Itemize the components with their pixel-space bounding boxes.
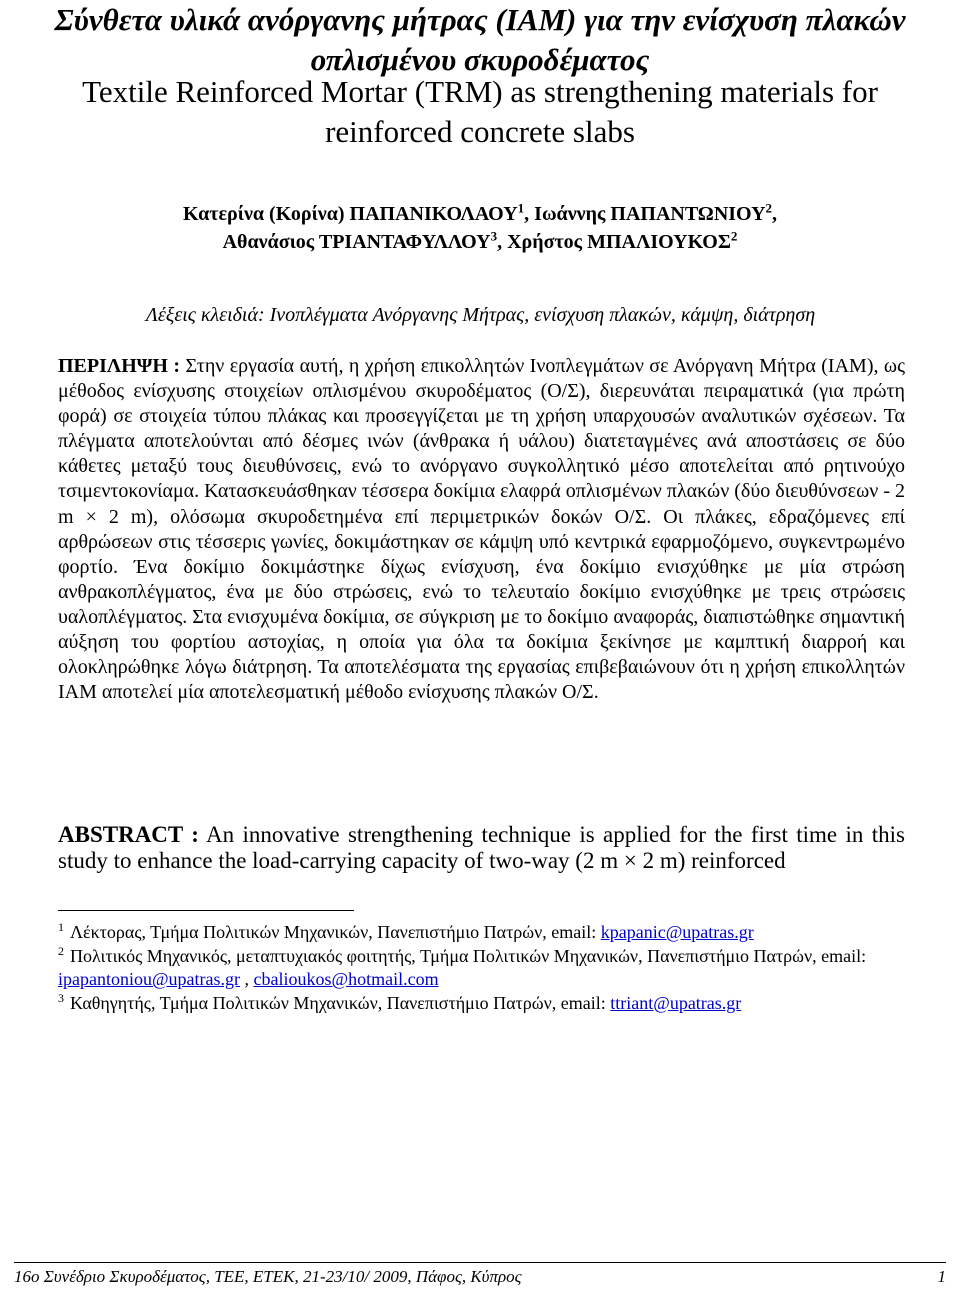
- author-affiliation-mark: 2: [730, 228, 738, 244]
- author-name: Κατερίνα (Κορίνα) ΠΑΠΑΝΙΚΟΛΑΟΥ: [182, 203, 518, 225]
- abstract-greek: [58, 354, 905, 705]
- author-name: Αθανάσιος ΤΡΙΑΝΤΑΦΥΛΛΟΥ: [222, 231, 491, 253]
- footnotes: [58, 921, 905, 1015]
- footnote-text: Λέκτορας, Τμήμα Πολιτικών Μηχανικών, Πανεπιστήμιο Πατρών, email:: [70, 922, 601, 942]
- footnote-number: 2: [58, 943, 64, 958]
- email-link[interactable]: ttriant@upatras.gr: [610, 992, 742, 1013]
- footnote-number: 1: [58, 920, 64, 934]
- title-english: Textile Reinforced Mortar (TRM) as strengthening materials for reinforced concrete slabs: [82, 74, 878, 149]
- author-name: Χρήστος ΜΠΑΛΙΟΥΚΟΣ: [507, 231, 731, 253]
- abstract-english-heading: ABSTRACT :: [58, 822, 199, 847]
- footnote: $^2$ Πολιτικός Μηχανικός, μεταπτυχιακός φοιτητής, Τμήμα Πολιτικών Μηχανικών, Πανεπιστήμιο Πατρών, email: ipapantoniou@upatras.gr , cbalioukos@hotmail.com: [58, 943, 867, 989]
- author-name: Ιωάννης ΠΑΠΑΝΤΩΝΙΟΥ: [534, 203, 766, 225]
- footnote: [58, 921, 905, 945]
- author-separator: ,: [497, 231, 508, 253]
- page-footer: [14, 1262, 946, 1287]
- author-affiliation-mark: 3: [490, 228, 498, 244]
- abstract-greek-text: Στην εργασία αυτή, η χρήση επικολλητών Ινοπλεγμάτων σε Ανόργανη Μήτρα (ΙΑΜ), ως μέθοδος ενίσχυσης στοιχείων οπλισμένου σκυροδέματος (Ο/Σ), διερευνάται πειραματικά (για πρώτη φορά) σε στοιχεία τύπου πλάκας και προσεγγίζεται με τη χρήση υπαρχουσών αναλυτικών σχέσεων. Τα πλέγματα αποτελούνται από δέσμες ινών (άνθρακα ή υάλου) διατεταγμένες ανά αποστάσεις σε δύο κάθετες μεταξύ τους διευθύνσεις, ενώ το ανόργανο συγκολλητικό μέσο αποτελείται από ρητινούχο τσιμεντοκονίαμα. Κατασκευάσθηκαν τέσσερα δοκίμια ελαφρά οπλισμένων πλακών (δύο διευθύνσεων - 2 m × 2 m), ολόσωμα σκυροδετημένα επί περιμετρικών δοκών Ο/Σ. Οι πλάκες, εδραζόμενες επί αρθρώσεων στις τέσσερις γωνίες, δοκιμάστηκαν σε κάμψη υπό κεντρικά εφαρμοζόμενο, συγκεντρωμένο φορτίο. Ένα δοκίμιο δοκιμάστηκε δίχως ενίσχυση, ένα δοκίμιο ενισχύθηκε με μία στρώση ανθρακοπλέγματος, ένα με δύο στρώσεις, ενώ το τελευταίο δοκίμιο ενισχύθηκε με τρεις στρώσεις υαλοπλέγματος. Στα ενισχυμένα δοκίμια, σε σύγκριση με το δοκίμιο αναφοράς, διαπιστώθηκε σημαντική αύξηση του φορτίου αστοχίας, η οποία για όλα τα δοκίμια ξεκίνησε με καμπτική διαρροή και ολοκληρώθηκε λόγω διάτρηση. Τα αποτελέσματα της εργασίας επιβεβαιώνουν ότι η χρήση επικολλητών ΙΑΜ αποτελεί μία αποτελεσματική μέθοδο ενίσχυσης πλακών Ο/Σ.: [58, 355, 906, 704]
- footnote-separator: [58, 910, 354, 911]
- footnote: [58, 992, 905, 1016]
- author-separator: ,: [524, 203, 535, 225]
- email-link[interactable]: ipapantoniou@upatras.gr: [58, 969, 241, 989]
- footnote-text: Καθηγητής, Τμήμα Πολιτικών Μηχανικών, Πανεπιστήμιο Πατρών, email:: [70, 992, 611, 1013]
- footer-conference: 16o Συνέδριο Σκυροδέματος, ΤΕΕ, ΕΤΕΚ, 21-23/10/ 2009, Πάφος, Κύπρος: [14, 1267, 522, 1286]
- abstract-english: [58, 822, 905, 873]
- abstract-english-text: An innovative strengthening technique is applied for the first time in this study to enhance the load-carrying capacity of two-way (2 m × 2 m) reinforced: [58, 822, 906, 873]
- page-number: 1: [937, 1267, 946, 1286]
- footnote-number: 3: [58, 990, 64, 1005]
- author-list: [30, 200, 930, 256]
- footnote-text: Πολιτικός Μηχανικός, μεταπτυχιακός φοιτητής, Τμήμα Πολιτικών Μηχανικών, Πανεπιστήμιο Πατρών, email:: [70, 945, 867, 966]
- keywords: Λέξεις κλειδιά: Ινοπλέγματα Ανόργανης Μήτρας, ενίσχυση πλακών, κάμψη, διάτρηση: [145, 304, 816, 326]
- email-link[interactable]: cbalioukos@hotmail.com: [253, 969, 439, 989]
- abstract-greek-heading: ΠΕΡΙΛΗΨΗ :: [58, 355, 181, 377]
- author-affiliation-mark: 2: [765, 200, 773, 216]
- author-separator: ,: [772, 203, 778, 225]
- title-greek: Σύνθετα υλικά ανόργανης μήτρας (ΙΑΜ) για την ενίσχυση πλακών οπλισμένου σκυροδέματος: [54, 2, 906, 77]
- email-link[interactable]: kpapanic@upatras.gr: [600, 922, 754, 942]
- author-affiliation-mark: 1: [517, 200, 525, 216]
